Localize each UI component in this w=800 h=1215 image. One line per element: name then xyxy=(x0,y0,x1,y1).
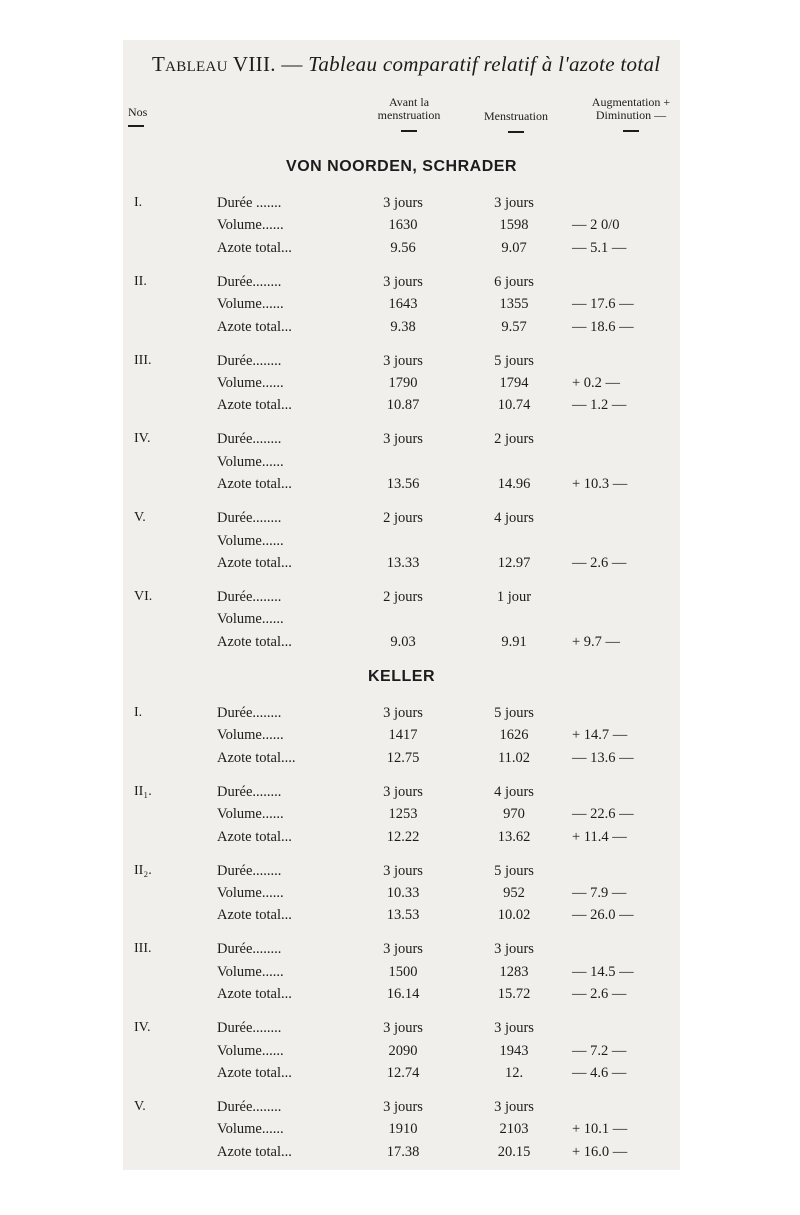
case-group xyxy=(0,1020,800,1090)
table-row xyxy=(0,1144,800,1166)
value-difference: — 1.2 — xyxy=(572,397,627,414)
value-avant: 13.56 xyxy=(386,476,420,493)
column-header-avant-line1: Avant la xyxy=(388,95,430,109)
row-label: Durée........ xyxy=(217,1099,282,1115)
table-row xyxy=(0,727,800,749)
row-label: Volume...... xyxy=(217,532,284,549)
row-label: Durée........ xyxy=(217,589,282,605)
value-menstruation: 1626 xyxy=(499,727,529,744)
row-label: Volume...... xyxy=(217,963,284,980)
table-row xyxy=(0,217,800,239)
value-avant: 1630 xyxy=(388,217,418,234)
value-menstruation: 4 jours xyxy=(494,783,534,800)
case-number: II₂. xyxy=(134,862,152,878)
table-caption: Tableau comparatif relatif à l'azote total xyxy=(308,52,661,76)
value-menstruation: 10.02 xyxy=(497,907,531,924)
table-row xyxy=(0,829,800,851)
value-avant: 1910 xyxy=(388,1121,418,1138)
table-row xyxy=(0,476,800,498)
value-avant: 13.33 xyxy=(386,554,420,571)
table-row xyxy=(0,705,800,727)
case-number: IV. xyxy=(134,1020,151,1036)
column-header-augmentation-line1: Augmentation + xyxy=(591,95,671,109)
value-avant: 1790 xyxy=(388,374,418,391)
column-header-menstruation-label: Menstruation xyxy=(484,109,548,123)
table-row xyxy=(0,353,800,375)
table-row xyxy=(0,375,800,397)
value-menstruation: 14.96 xyxy=(497,476,531,493)
value-avant: 3 jours xyxy=(383,1020,423,1037)
value-menstruation: 1283 xyxy=(499,963,529,980)
header-rule xyxy=(508,131,524,133)
value-menstruation: 2103 xyxy=(499,1121,529,1138)
value-menstruation: 2 jours xyxy=(494,431,534,448)
table-row xyxy=(0,1099,800,1121)
value-menstruation: 4 jours xyxy=(494,510,534,527)
value-menstruation: 1794 xyxy=(499,374,529,391)
row-label: Volume...... xyxy=(217,374,284,391)
column-header-menstruation xyxy=(463,110,569,133)
case-number: III. xyxy=(134,352,152,368)
column-header-augmentation-line2: Diminution — xyxy=(595,108,667,122)
value-avant: 1500 xyxy=(388,963,418,980)
value-avant: 9.38 xyxy=(390,318,416,335)
case-group xyxy=(0,1099,800,1169)
case-group xyxy=(0,353,800,423)
value-menstruation: 20.15 xyxy=(497,1143,531,1160)
row-label: Durée........ xyxy=(217,1020,282,1037)
row-label: Azote total... xyxy=(217,633,292,650)
row-label: Volume...... xyxy=(217,727,284,744)
case-group xyxy=(0,941,800,1011)
value-difference: — 2.6 — xyxy=(572,986,627,1003)
value-menstruation: 11.02 xyxy=(497,749,531,766)
value-avant: 2 jours xyxy=(383,510,423,527)
table-row xyxy=(0,533,800,555)
value-difference: + 11.4 — xyxy=(572,828,627,845)
row-label: Azote total... xyxy=(217,1064,292,1081)
value-avant: 3 jours xyxy=(383,941,423,958)
table-row xyxy=(0,274,800,296)
table-row xyxy=(0,240,800,262)
case-number: I. xyxy=(134,705,143,720)
case-group xyxy=(0,589,800,659)
case-number: V. xyxy=(134,1099,146,1114)
case-group xyxy=(0,195,800,265)
value-menstruation: 9.91 xyxy=(501,633,527,650)
value-difference: + 16.0 — xyxy=(572,1143,628,1160)
value-menstruation: 10.74 xyxy=(497,397,531,414)
value-difference: — 7.2 — xyxy=(572,1042,627,1059)
value-avant: 3 jours xyxy=(383,862,423,879)
column-header-avant xyxy=(362,96,456,132)
row-label: Volume...... xyxy=(217,453,284,470)
value-avant: 3 jours xyxy=(383,352,423,369)
row-label: Volume...... xyxy=(217,884,284,901)
value-difference: + 10.3 — xyxy=(572,476,628,493)
value-menstruation: 1598 xyxy=(499,217,529,234)
case-group xyxy=(0,705,800,775)
value-avant: 3 jours xyxy=(383,273,423,290)
table-row xyxy=(0,941,800,963)
table-row xyxy=(0,454,800,476)
column-header-nos-label: Nos xyxy=(128,105,148,119)
row-label: Azote total... xyxy=(217,554,292,571)
value-menstruation: 3 jours xyxy=(494,1020,534,1037)
row-label: Azote total... xyxy=(217,828,292,845)
case-number: II₁. xyxy=(134,783,152,799)
value-difference: — 13.6 — xyxy=(572,749,634,766)
row-label: Volume...... xyxy=(217,1042,284,1059)
value-avant: 9.03 xyxy=(390,633,416,650)
title-dash: — xyxy=(281,52,303,76)
value-menstruation: 6 jours xyxy=(494,273,534,290)
value-difference: + 0.2 — xyxy=(572,374,621,391)
value-avant: 10.87 xyxy=(386,397,420,414)
table-row xyxy=(0,555,800,577)
case-group xyxy=(0,274,800,344)
row-label: Durée........ xyxy=(217,941,282,958)
case-number: III. xyxy=(134,941,152,957)
value-difference: — 4.6 — xyxy=(572,1064,627,1081)
case-number: IV. xyxy=(134,431,151,447)
table-row xyxy=(0,964,800,986)
table-row xyxy=(0,611,800,633)
value-avant: 1253 xyxy=(388,806,418,823)
value-difference: + 10.1 — xyxy=(572,1121,628,1138)
table-row xyxy=(0,1065,800,1087)
table-row xyxy=(0,319,800,341)
value-avant: 9.56 xyxy=(390,239,416,256)
table-row xyxy=(0,634,800,656)
row-label: Durée........ xyxy=(217,431,282,448)
value-menstruation: 15.72 xyxy=(497,986,531,1003)
row-label: Azote total... xyxy=(217,239,292,256)
value-menstruation: 9.07 xyxy=(501,239,527,256)
table-row xyxy=(0,1121,800,1143)
table-row xyxy=(0,589,800,611)
value-difference: — 17.6 — xyxy=(572,296,634,313)
table-row xyxy=(0,431,800,453)
row-label: Azote total... xyxy=(217,476,292,493)
row-label: Durée ....... xyxy=(217,195,282,211)
row-label: Durée........ xyxy=(217,862,282,879)
case-group xyxy=(0,863,800,933)
value-difference: — 2 0/0 xyxy=(572,217,620,234)
case-number: V. xyxy=(134,510,146,526)
table-row xyxy=(0,1043,800,1065)
value-menstruation: 5 jours xyxy=(494,862,534,879)
value-menstruation: 1943 xyxy=(499,1042,529,1059)
table-row xyxy=(0,1020,800,1042)
table-row xyxy=(0,510,800,532)
table-row xyxy=(0,806,800,828)
value-menstruation: 1 jour xyxy=(496,589,532,605)
row-label: Volume...... xyxy=(217,296,284,313)
value-menstruation: 12. xyxy=(504,1064,524,1081)
case-number: I. xyxy=(134,195,143,210)
case-number: II. xyxy=(134,273,147,289)
row-label: Azote total... xyxy=(217,1143,292,1160)
table-row xyxy=(0,296,800,318)
header-rule xyxy=(128,125,144,127)
value-menstruation: 12.97 xyxy=(497,554,531,571)
table-row xyxy=(0,195,800,217)
value-menstruation: 3 jours xyxy=(494,1099,534,1115)
row-label: Durée........ xyxy=(217,352,282,369)
row-label: Azote total... xyxy=(217,986,292,1003)
value-avant: 3 jours xyxy=(383,431,423,448)
row-label: Durée........ xyxy=(217,705,282,721)
value-difference: — 14.5 — xyxy=(572,963,634,980)
table-title xyxy=(152,52,660,77)
value-difference: — 7.9 — xyxy=(572,884,627,901)
value-menstruation: 9.57 xyxy=(501,318,527,335)
row-label: Volume...... xyxy=(217,611,284,628)
value-difference: + 14.7 — xyxy=(572,727,628,744)
column-header-avant-line2: menstruation xyxy=(377,108,441,122)
section-heading: VON NOORDEN, SCHRADER xyxy=(286,158,517,175)
value-avant: 1417 xyxy=(388,727,418,744)
table-row xyxy=(0,986,800,1008)
table-row xyxy=(0,397,800,419)
value-difference: — 5.1 — xyxy=(572,239,627,256)
value-avant: 12.74 xyxy=(386,1064,420,1081)
value-menstruation: 13.62 xyxy=(497,828,531,845)
value-avant: 1643 xyxy=(388,296,418,313)
value-menstruation: 3 jours xyxy=(494,195,534,211)
column-header-nos xyxy=(128,106,147,127)
value-avant: 12.22 xyxy=(386,828,420,845)
value-avant: 3 jours xyxy=(383,1099,423,1115)
section-heading: KELLER xyxy=(368,668,435,685)
value-avant: 2090 xyxy=(388,1042,418,1059)
table-row xyxy=(0,784,800,806)
header-rule xyxy=(623,130,639,132)
table-row xyxy=(0,907,800,929)
row-label: Azote total... xyxy=(217,397,292,414)
column-header-augmentation xyxy=(575,96,687,132)
table-row xyxy=(0,885,800,907)
table-row xyxy=(0,863,800,885)
row-label: Volume...... xyxy=(217,806,284,823)
value-difference: — 22.6 — xyxy=(572,806,634,823)
value-difference: + 9.7 — xyxy=(572,633,621,650)
value-avant: 13.53 xyxy=(386,907,420,924)
case-group xyxy=(0,431,800,501)
row-label: Azote total.... xyxy=(217,749,296,766)
row-label: Durée........ xyxy=(217,783,282,800)
value-menstruation: 1355 xyxy=(499,296,529,313)
value-menstruation: 970 xyxy=(503,806,525,823)
row-label: Volume...... xyxy=(217,1121,284,1138)
row-label: Azote total... xyxy=(217,318,292,335)
value-avant: 10.33 xyxy=(386,884,420,901)
value-menstruation: 3 jours xyxy=(494,941,534,958)
value-avant: 3 jours xyxy=(383,195,423,211)
value-avant: 3 jours xyxy=(383,783,423,800)
row-label: Durée........ xyxy=(217,273,282,290)
case-group xyxy=(0,784,800,854)
row-label: Azote total... xyxy=(217,907,292,924)
value-avant: 2 jours xyxy=(383,589,423,605)
case-group xyxy=(0,510,800,580)
value-difference: — 2.6 — xyxy=(572,554,627,571)
header-rule xyxy=(401,130,417,132)
value-difference: — 26.0 — xyxy=(572,907,634,924)
value-difference: — 18.6 — xyxy=(572,318,634,335)
case-number: VI. xyxy=(134,589,153,604)
value-avant: 3 jours xyxy=(383,705,423,721)
table-row xyxy=(0,750,800,772)
row-label: Durée........ xyxy=(217,510,282,527)
row-label: Volume...... xyxy=(217,217,284,234)
value-avant: 17.38 xyxy=(386,1143,420,1160)
table-number: Tableau VIII. xyxy=(152,52,276,76)
value-menstruation: 5 jours xyxy=(494,352,534,369)
value-avant: 16.14 xyxy=(386,986,420,1003)
value-menstruation: 5 jours xyxy=(494,705,534,721)
value-avant: 12.75 xyxy=(386,749,420,766)
value-menstruation: 952 xyxy=(503,884,525,901)
